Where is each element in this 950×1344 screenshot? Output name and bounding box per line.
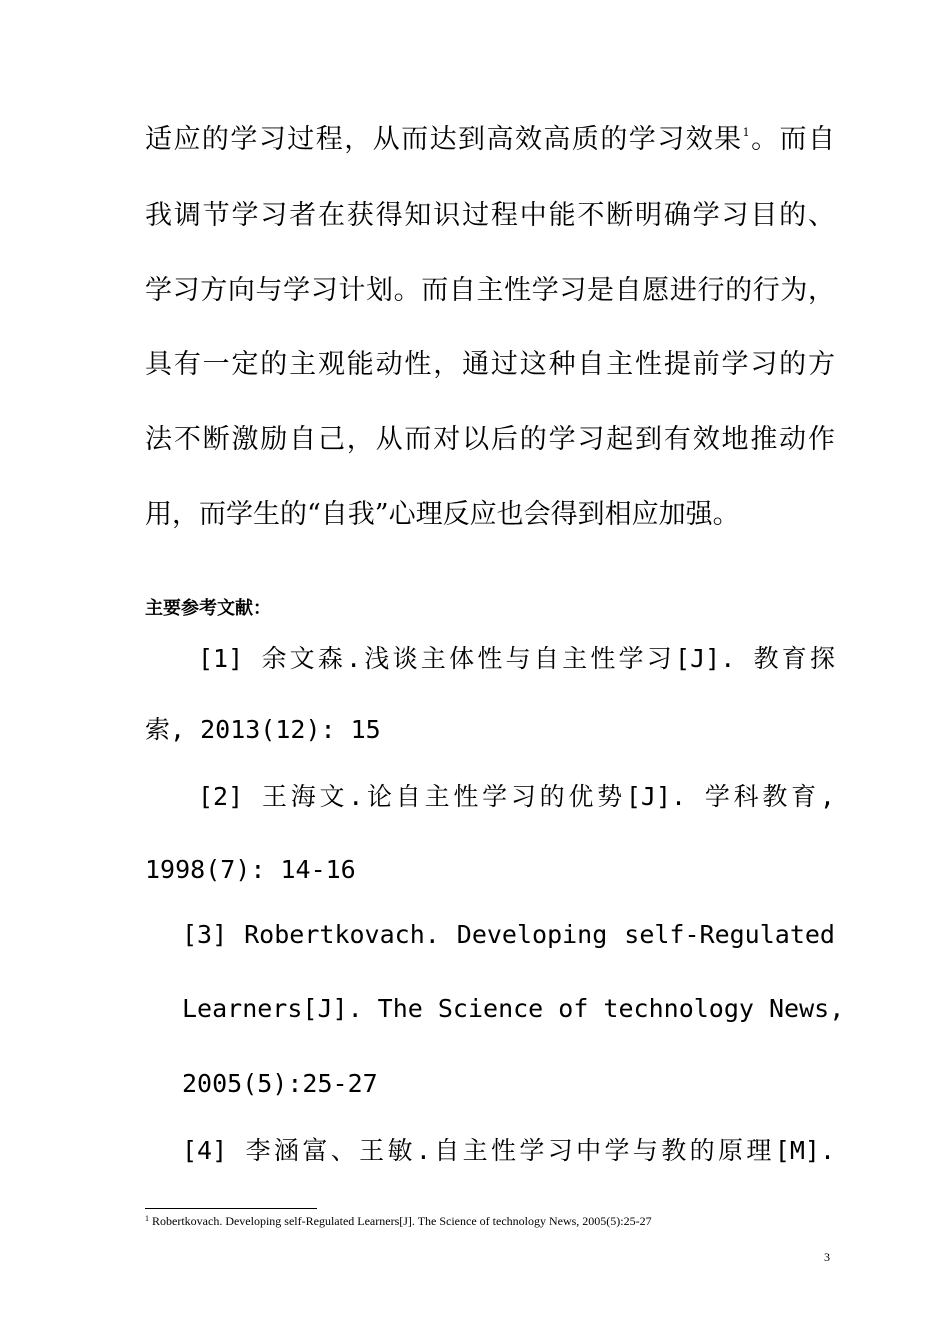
references-heading: 主要参考文献： bbox=[145, 598, 271, 619]
footnote bbox=[145, 1213, 652, 1229]
body-text-1: 适应的学习过程，从而达到高效高质的学习效果 bbox=[145, 124, 743, 155]
reference-2-line-1: [2] 王海文.论自主性学习的优势[J]. 学科教育, bbox=[198, 782, 835, 811]
body-text-1b: 。而自 bbox=[749, 124, 835, 155]
footnote-separator bbox=[145, 1208, 317, 1209]
body-line-5: 法不断激励自己，从而对以后的学习起到有效地推动作 bbox=[145, 424, 835, 455]
body-line-1 bbox=[145, 123, 835, 157]
body-line-2: 我调节学习者在获得知识过程中能不断明确学习目的、 bbox=[145, 200, 835, 231]
footnote-marker: 1 bbox=[145, 1214, 149, 1223]
page-number: 3 bbox=[824, 1250, 830, 1264]
reference-1-line-1: [1] 余文森.浅谈主体性与自主性学习[J]. 教育探 bbox=[198, 644, 835, 673]
reference-3-line-3: 2005(5):25-27 bbox=[182, 1069, 378, 1098]
footnote-text: Robertkovach. Developing self-Regulated Learners[J]. The Science of technology News, 2005(5):25-27 bbox=[149, 1214, 652, 1228]
body-line-3: 学习方向与学习计划。而自主性学习是自愿进行的行为， bbox=[145, 275, 835, 306]
reference-1-line-2: 索, 2013(12): 15 bbox=[145, 715, 381, 744]
reference-3-line-2: Learners[J]. The Science of technology News, bbox=[182, 994, 845, 1023]
reference-3-line-1: [3] Robertkovach. Developing self-Regulated bbox=[182, 920, 835, 949]
body-line-4: 具有一定的主观能动性，通过这种自主性提前学习的方 bbox=[145, 349, 835, 380]
reference-4-line-1: [4] 李涵富、王敏.自主性学习中学与教的原理[M]. bbox=[182, 1136, 835, 1165]
body-line-6: 用，而学生的“自我”心理反应也会得到相应加强。 bbox=[145, 499, 740, 530]
reference-2-line-2: 1998(7): 14-16 bbox=[145, 855, 356, 884]
footnote-ref-marker[interactable]: 1 bbox=[742, 126, 750, 139]
